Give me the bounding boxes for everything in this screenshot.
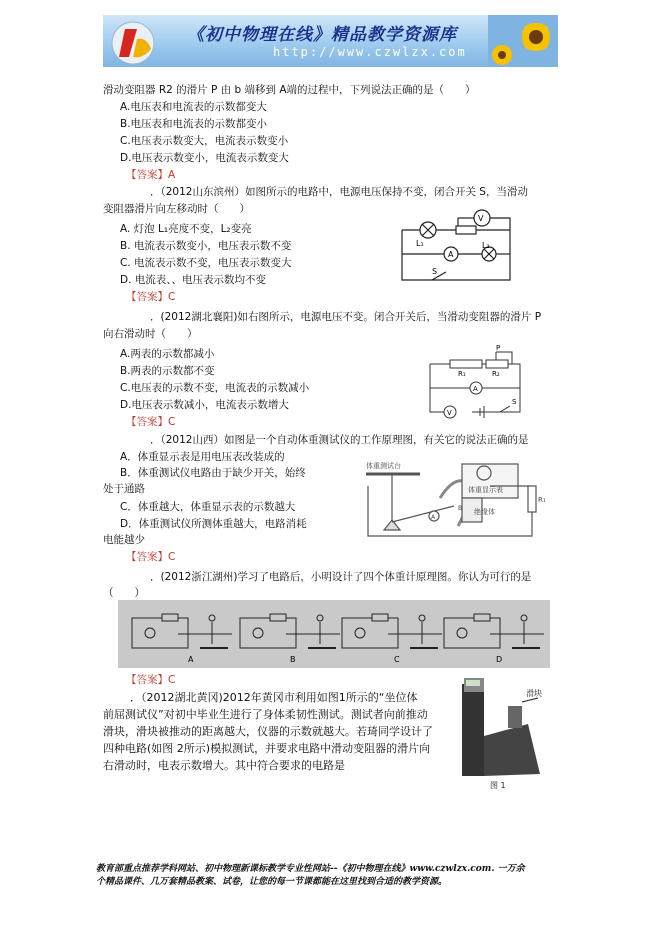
q0-stem: 滑动变阻器 R2 的滑片 P 由 b 端移到 A端的过程中，下列说法正确的是（ ） <box>103 84 476 96</box>
fig-label-r1: R₁ <box>538 496 546 504</box>
fig-label-s: S <box>432 267 438 276</box>
fig-label-insulator: 绝缘体 <box>474 508 495 516</box>
q2-option-c: C.电压表的示数不变，电流表的示数减小 <box>120 382 310 394</box>
page-footer <box>96 863 566 889</box>
q2-option-d: D.电压表示数减小，电流表示数增大 <box>120 399 289 411</box>
q0-option-d: D.电压表示数变小，电流表示数变大 <box>120 152 289 164</box>
answer-value: C <box>168 674 176 686</box>
circuit-label-c: C <box>394 655 400 664</box>
q5-line-5: 右滑动时，电表示数增大。其中符合要求的电路是 <box>103 759 345 772</box>
fig-label-a: A <box>431 514 436 521</box>
site-logo-icon <box>107 17 165 65</box>
q3-option-d: D．体重测试仪所测体重越大，电路消耗 <box>120 518 307 530</box>
q3-option-b: B．体重测试仪电路由于缺少开关，始终 <box>120 467 306 479</box>
answer-label: 【答案】 <box>126 291 168 303</box>
q1-stem: ．（2012山东滨州）如图所示的电路中，电源电压保持不变，闭合开关 S，当滑动 <box>150 186 528 198</box>
q1-option-a: A. 灯泡 L₁亮度不变，L₂变亮 <box>120 223 252 235</box>
q3-stem: ．（2012山西）如图是一个自动体重测试仪的工作原理图，有关它的说法正确的是 <box>150 434 529 446</box>
fig-caption: 图 1 <box>490 781 506 790</box>
q2-answer <box>126 415 175 429</box>
q1-circuit-figure <box>392 208 517 293</box>
fig-label-platform: 体重测试台 <box>366 462 401 470</box>
fig-slider-label: 滑块 <box>526 689 542 698</box>
fig-label-display: 体重显示表 <box>468 486 503 494</box>
fig-label-p: P <box>496 344 501 352</box>
answer-label: 【答案】 <box>126 674 168 686</box>
circuit-label-b: B <box>290 655 296 664</box>
fig-label-r2: R₂ <box>492 370 500 378</box>
fig-label-b: B <box>458 505 463 512</box>
q0-answer <box>126 168 175 182</box>
q5-line-1: ．（2012湖北黄冈)2012年黄冈市利用如图1所示的“坐位体 <box>130 691 418 704</box>
answer-value: C <box>168 551 176 563</box>
q0-option-c: C.电压表示数变大，电流表示数变小 <box>120 135 289 147</box>
q4-answer <box>126 673 175 687</box>
q5-device-photo <box>458 676 553 794</box>
q3-option-a: A．体重显示表是用电压表改装成的 <box>120 451 285 463</box>
q4-stem: ．(2012浙江湖州)学习了电路后，小明设计了四个体重计原理图。你认为可行的是 <box>150 571 532 583</box>
fig-label-r1: R₁ <box>458 370 466 378</box>
q2-option-b: B.两表的示数都不变 <box>120 365 215 377</box>
q5-line-2: 前屈测试仪”对初中毕业生进行了身体柔韧性测试。测试者向前推动 <box>103 708 428 721</box>
answer-value: C <box>168 416 176 428</box>
site-title: 《初中物理在线》精品教学资源库 <box>187 25 457 45</box>
q1-option-c: C. 电流表示数不变，电压表示数变大 <box>120 257 292 269</box>
q5-line-4: 四种电路(如图 2所示)模拟测试，并要求电路中滑动变阻器的滑片向 <box>103 742 431 755</box>
answer-value: A <box>168 169 176 181</box>
fig-label-s: S <box>512 398 517 406</box>
answer-label: 【答案】 <box>126 169 168 181</box>
q2-stem: ．(2012湖北襄阳)如右图所示，电源电压不变。闭合开关后，当滑动变阻器的滑片 P <box>150 311 542 323</box>
site-url[interactable]: http://www.czwlzx.com <box>273 45 467 59</box>
q3-answer <box>126 550 175 564</box>
fig-label-a: A <box>473 385 478 393</box>
q3-scale-figure <box>362 456 548 542</box>
footer-line-1: 教育部重点推荐学科网站、初中物理新课标教学专业性网站--《初中物理在线》www.czwlzx.com. 一万余 <box>96 864 525 874</box>
circuit-label-a: A <box>188 655 194 664</box>
fig-label-a: A <box>448 250 454 259</box>
sunflower-icon <box>488 15 558 67</box>
q0-option-b: B.电压表和电流表的示数都变小 <box>120 118 268 130</box>
fig-label-l2: L₂ <box>482 241 490 250</box>
q2-stem-cont: 向右滑动时（ ） <box>103 328 198 340</box>
q5-line-3: 滑块，滑块被推动的距离越大，仪器的示数就越大。若琦同学设计了 <box>103 725 433 738</box>
fig-label-v: V <box>447 409 452 417</box>
q3-option-d-cont: 电能越少 <box>103 534 145 546</box>
answer-label: 【答案】 <box>126 551 168 563</box>
q2-circuit-figure <box>420 342 532 420</box>
q1-option-d: D. 电流表、、电压表示数均不变 <box>120 274 267 286</box>
q4-paren: （ ） <box>103 587 145 599</box>
q4-circuits-figure <box>118 600 550 668</box>
q1-answer <box>126 290 175 304</box>
q1-stem-cont: 变阻器滑片向左移动时（ ） <box>103 203 250 215</box>
circuit-label-d: D <box>496 655 503 664</box>
answer-value: C <box>168 291 176 303</box>
fig-label-l1: L₁ <box>416 239 424 248</box>
q3-option-b-cont: 处于通路 <box>103 483 145 495</box>
answer-label: 【答案】 <box>126 416 168 428</box>
q3-option-c: C．体重越大，体重显示表的示数越大 <box>120 501 296 513</box>
q0-option-a: A.电压表和电流表的示数都变大 <box>120 101 267 113</box>
header-banner <box>103 15 558 67</box>
fig-label-v: V <box>478 214 484 223</box>
q1-option-b: B. 电流表示数变小，电压表示数不变 <box>120 240 292 252</box>
q2-option-a: A.两表的示数都减小 <box>120 348 215 360</box>
footer-line-2: 个精品课件、几万套精品教案、试卷，让您的每一节课都能在这里找到合适的教学资源。 <box>96 877 448 887</box>
